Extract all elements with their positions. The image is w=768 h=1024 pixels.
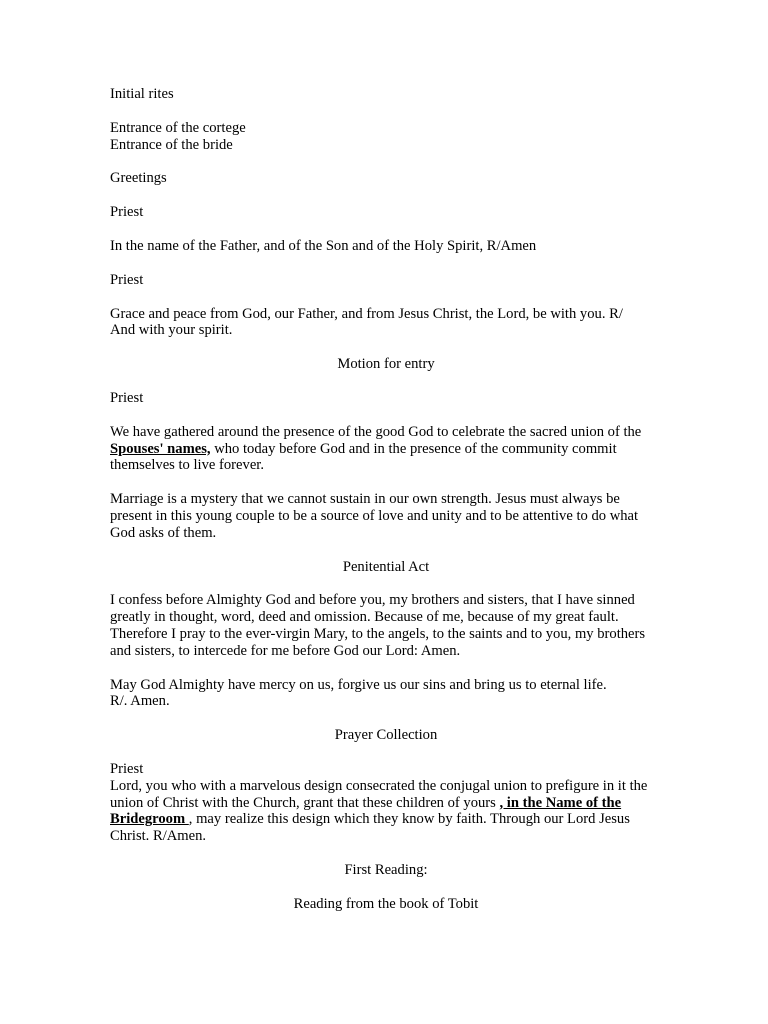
gathered-text-end: who today before God and in the presence of the community commit themselves to live forever. [110,440,617,474]
entrance-cortege-line: Entrance of the cortege [110,119,246,136]
motion-for-entry-heading: Motion for entry [337,356,435,373]
greetings-heading: Greetings [110,170,167,187]
document-body [110,86,662,913]
mercy-line-1: May God Almighty have mercy on us, forgive us our sins and bring us to eternal life. [110,676,607,693]
first-reading-heading: First Reading: [344,861,428,878]
priest-label: Priest [110,389,144,406]
collect-text-start: Lord, you who with a marvelous design consecrated the conjugal union to prefigure in it the union of Christ with the Church, grant that these children of yours [110,777,648,811]
priest-label: Priest [110,760,144,777]
bridegroom-name-placeholder: , in the Name of the Bridegroom [110,794,622,828]
tobit-reading-heading: Reading from the book of Tobit [293,895,479,912]
prayer-collection-heading: Prayer Collection [334,727,438,744]
marriage-paragraph: Marriage is a mystery that we cannot sustain in our own strength. Jesus must always be present in this young couple to be a source of love and unity and to be attentive to do what God asks of them. [110,491,639,541]
collect-text-end: , may realize this design which they know by faith. Through our Lord Jesus Christ. R/Amen. [110,811,630,845]
entrance-bride-line: Entrance of the bride [110,136,233,153]
spouses-names-placeholder: Spouses' names, [110,440,211,457]
confession-paragraph: I confess before Almighty God and before you, my brothers and sisters, that I have sinned greatly in thought, word, deed and omission. Because of me, because of my great fault. Therefore I pray to the ever-virgin Mary, to the angels, to the saints and to you, my brothers and sisters, to intercede for me before God our Lord: Amen. [110,592,646,659]
collect-paragraph [110,778,662,845]
mercy-line-2: R/. Amen. [110,693,170,710]
grace-line-2: And with your spirit. [110,322,233,339]
priest-label: Priest [110,204,144,221]
grace-line-1: Grace and peace from God, our Father, and from Jesus Christ, the Lord, be with you. R/ [110,305,623,322]
sign-of-cross-text: In the name of the Father, and of the Son and of the Holy Spirit, R/Amen [110,237,537,254]
penitential-act-heading: Penitential Act [342,558,430,575]
gathered-paragraph [110,424,662,474]
initial-rites-heading: Initial rites [110,86,174,102]
gathered-text-start: We have gathered around the presence of the good God to celebrate the sacred union of the [110,423,642,440]
priest-label: Priest [110,271,144,288]
